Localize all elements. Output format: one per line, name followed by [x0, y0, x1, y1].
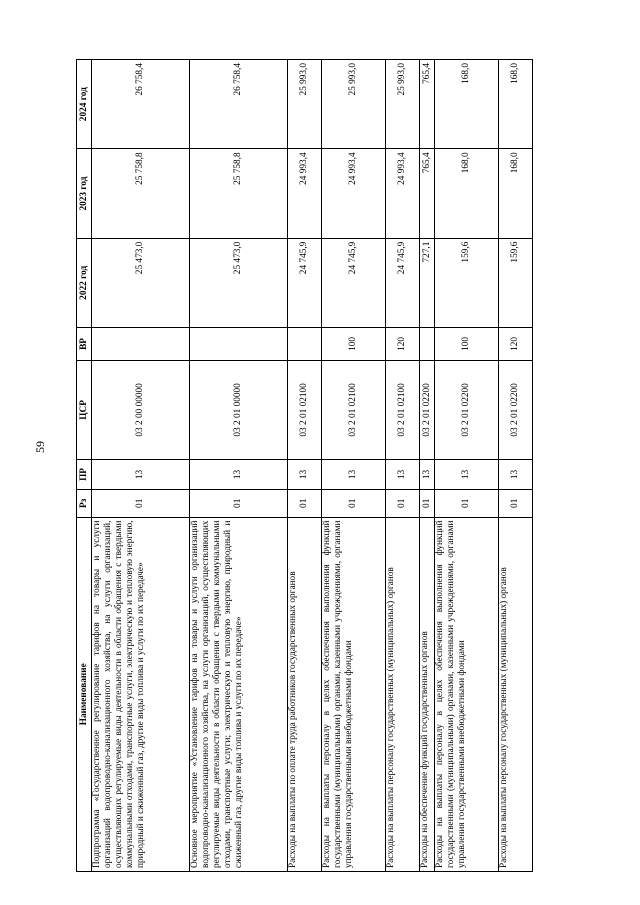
- table-header-row: [77, 60, 92, 872]
- row-2023: 25 758,8: [92, 149, 190, 238]
- header-vr: ВР: [77, 327, 92, 360]
- row-2024: 168,0: [435, 60, 499, 149]
- row-name: Расходы на выплаты персоналу государственных (муниципальных) органов: [499, 517, 533, 871]
- row-name: Расходы на выплаты по оплате труда работников государственных органов: [288, 517, 322, 871]
- table-frame: [76, 59, 558, 872]
- row-2022: 24 745,9: [322, 238, 386, 327]
- table-row: [92, 60, 190, 872]
- table-row: [420, 60, 435, 872]
- row-vr: 100: [435, 327, 499, 360]
- row-vr: 100: [322, 327, 386, 360]
- header-2024: 2024 год: [77, 60, 92, 149]
- row-2022: 24 745,9: [288, 238, 322, 327]
- row-2022: 727,1: [420, 238, 435, 327]
- table-row: [288, 60, 322, 872]
- row-csr: 03 2 01 02200: [420, 360, 435, 459]
- row-rz: 01: [435, 490, 499, 517]
- row-2024: 765,4: [420, 60, 435, 149]
- row-name: Основное мероприятие «Установление тарифов на товары и услуги организаций водопроводно-канализационного хозяйства, на услуги организаций, осуществляющих регулируемые виды деятельности в области обращения с твердыми коммунальными отходами, транспортные услуги; электрическую и тепловую энергию, природный и сжиженный газ, другие виды топлива и услуги по их передаче»: [190, 517, 288, 871]
- row-csr: 03 2 01 02100: [386, 360, 420, 459]
- table-row: [499, 60, 533, 872]
- row-2023: 24 993,4: [288, 149, 322, 238]
- table-row: [190, 60, 288, 872]
- row-2024: 168,0: [499, 60, 533, 149]
- row-name: Расходы на выплаты персоналу государственных (муниципальных) органов: [386, 517, 420, 871]
- row-2024: 26 758,4: [190, 60, 288, 149]
- row-pr: 13: [190, 459, 288, 489]
- row-2024: 26 758,4: [92, 60, 190, 149]
- row-2022: 159,6: [435, 238, 499, 327]
- row-2023: 765,4: [420, 149, 435, 238]
- row-vr: [420, 327, 435, 360]
- row-csr: 03 2 00 00000: [92, 360, 190, 459]
- row-name: Подпрограмма «Государственное регулирование тарифов на товары и услуги организаций водопроводно-канализационного хозяйства, на услуги организаций, осуществляющих регулируемые виды деятельности в области обращения с твердыми коммунальными отходами, транспортные услуги, электрическую и тепловую энергию, природный и сжиженный газ, другие виды топлива и услуги по их передаче»: [92, 517, 190, 871]
- row-name: Расходы на выплаты персоналу в целях обеспечения выполнения функций государственными (муниципальными) органами, казенными учреждениями, органами управления государственными внебюджетными фондами: [435, 517, 499, 871]
- row-2024: 25 993,0: [386, 60, 420, 149]
- header-rz: Рз: [77, 490, 92, 517]
- row-pr: 13: [386, 459, 420, 489]
- row-2023: 25 758,8: [190, 149, 288, 238]
- row-vr: [190, 327, 288, 360]
- row-2024: 25 993,0: [288, 60, 322, 149]
- row-2022: 25 473,0: [92, 238, 190, 327]
- row-csr: 03 2 01 02200: [499, 360, 533, 459]
- header-2023: 2023 год: [77, 149, 92, 238]
- row-2023: 168,0: [435, 149, 499, 238]
- table-row: [435, 60, 499, 872]
- row-rz: 01: [322, 490, 386, 517]
- row-rz: 01: [499, 490, 533, 517]
- row-vr: 120: [499, 327, 533, 360]
- table-row: [386, 60, 420, 872]
- row-pr: 13: [435, 459, 499, 489]
- row-name: Расходы на обеспечение функций государственных органов: [420, 517, 435, 871]
- header-2022: 2022 год: [77, 238, 92, 327]
- page-number: 59: [33, 441, 47, 453]
- row-rz: 01: [288, 490, 322, 517]
- header-csr: ЦСР: [77, 360, 92, 459]
- row-vr: [92, 327, 190, 360]
- row-2022: 159,6: [499, 238, 533, 327]
- table-row: [322, 60, 386, 872]
- row-2023: 24 993,4: [322, 149, 386, 238]
- header-name: Наименование: [77, 517, 92, 871]
- row-pr: 13: [420, 459, 435, 489]
- row-csr: 03 2 01 02100: [322, 360, 386, 459]
- row-name: Расходы на выплаты персоналу в целях обеспечения выполнения функций государственными (муниципальными) органами, казенными учреждениями, органами управления государственными внебюджетными фондами: [322, 517, 386, 871]
- budget-table: [76, 59, 533, 872]
- row-vr: [288, 327, 322, 360]
- row-rz: 01: [92, 490, 190, 517]
- row-2023: 168,0: [499, 149, 533, 238]
- row-rz: 01: [386, 490, 420, 517]
- row-pr: 13: [499, 459, 533, 489]
- row-csr: 03 2 01 02100: [288, 360, 322, 459]
- rotated-table-container: [76, 59, 558, 872]
- row-rz: 01: [190, 490, 288, 517]
- row-pr: 13: [322, 459, 386, 489]
- row-csr: 03 2 01 00000: [190, 360, 288, 459]
- row-csr: 03 2 01 02200: [435, 360, 499, 459]
- row-2022: 25 473,0: [190, 238, 288, 327]
- row-rz: 01: [420, 490, 435, 517]
- row-2022: 24 745,9: [386, 238, 420, 327]
- row-2023: 24 993,4: [386, 149, 420, 238]
- header-pr: ПР: [77, 459, 92, 489]
- row-pr: 13: [288, 459, 322, 489]
- row-pr: 13: [92, 459, 190, 489]
- row-2024: 25 993,0: [322, 60, 386, 149]
- row-vr: 120: [386, 327, 420, 360]
